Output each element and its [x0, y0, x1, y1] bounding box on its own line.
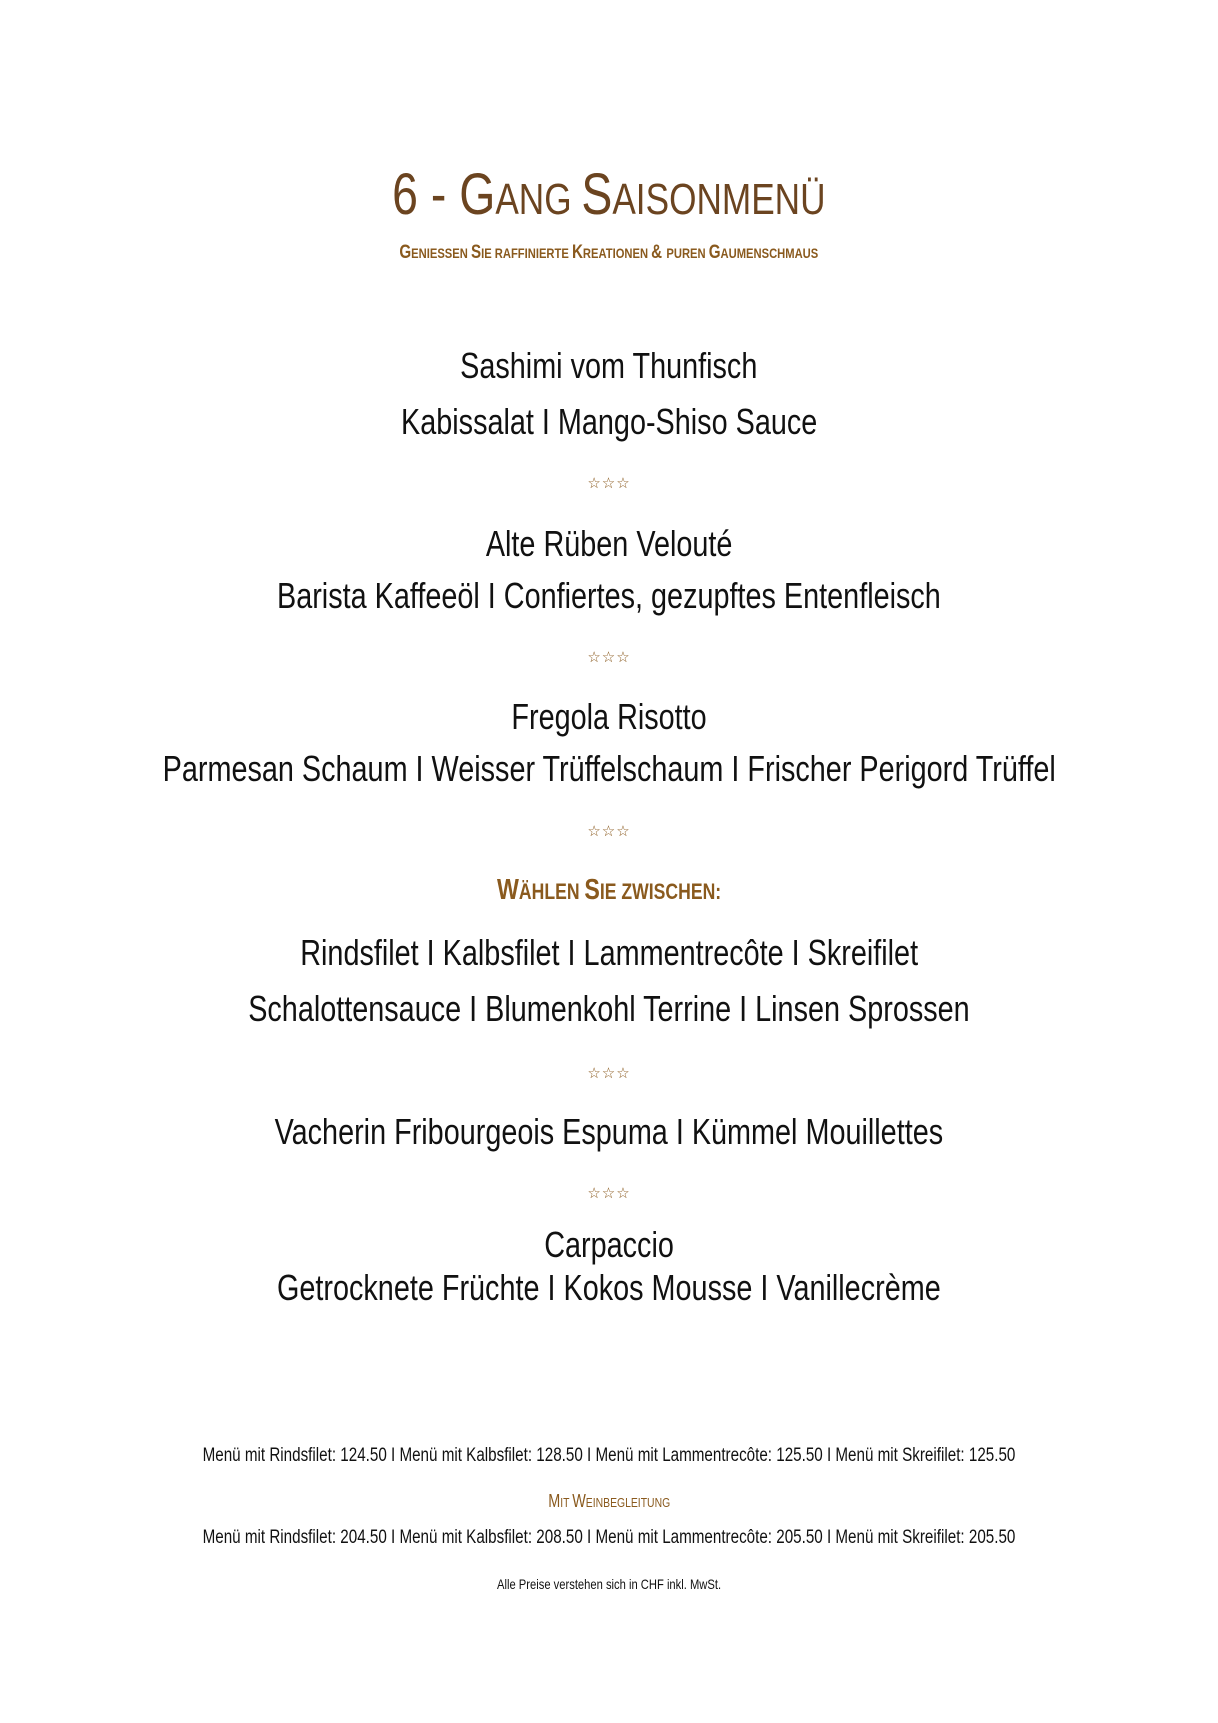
choice-heading-part: IE ZWISCHEN:: [599, 879, 722, 904]
course-1-title: [0, 342, 1218, 390]
stars-icon: ☆☆☆: [587, 1065, 631, 1082]
menu-subtitle: [0, 240, 1218, 266]
title-rest-ang: ANG: [495, 175, 582, 224]
subtitle-part: &: [651, 242, 667, 263]
stars-divider: [0, 648, 1218, 668]
title-rest-aison: AISONMENÜ: [612, 175, 826, 224]
subtitle-part: G: [708, 242, 721, 263]
title-prefix: 6 -: [392, 162, 460, 227]
course-5-title: [0, 1108, 1218, 1156]
wine-price-line: [0, 1525, 1218, 1551]
course-4-details-text: Schalottensauce I Blumenkohl Terrine I Linsen Sprossen: [248, 988, 970, 1029]
stars-divider: [0, 474, 1218, 494]
course-2-title-text: Alte Rüben Velouté: [485, 523, 733, 564]
wine-heading-part: EINBEGLEITUNG: [585, 1495, 670, 1510]
course-6-details: [0, 1264, 1218, 1312]
wine-heading-part: M: [548, 1491, 561, 1511]
stars-divider: [0, 1184, 1218, 1204]
choice-heading-part: S: [584, 874, 600, 906]
subtitle-part: S: [471, 242, 482, 263]
stars-icon: ☆☆☆: [587, 649, 631, 666]
stars-icon: ☆☆☆: [587, 823, 631, 840]
choice-heading-part: ÄHLEN: [518, 879, 585, 904]
wine-price-line-text: Menü mit Rindsfilet: 204.50 I Menü mit Kalbsfilet: 208.50 I Menü mit Lammentrecôte: 205.50 I Menü mit Skreifilet: 205.50: [202, 1527, 1016, 1548]
price-line: [0, 1443, 1218, 1469]
choice-heading: [0, 872, 1218, 910]
course-2-details-text: Barista Kaffeeöl I Confiertes, gezupftes Entenfleisch: [277, 575, 941, 616]
course-6-title-text: Carpaccio: [544, 1224, 674, 1265]
subtitle-part: ENIESSEN: [411, 245, 472, 261]
course-6-title: [0, 1221, 1218, 1269]
stars-icon: ☆☆☆: [587, 1185, 631, 1202]
subtitle-part: PUREN: [666, 245, 709, 261]
course-6-details-text: Getrocknete Früchte I Kokos Mousse I Vanillecrème: [277, 1267, 941, 1308]
stars-icon: ☆☆☆: [587, 475, 631, 492]
stars-divider: [0, 1064, 1218, 1084]
course-2-title: [0, 520, 1218, 568]
course-4-options-text: Rindsfilet I Kalbsfilet I Lammentrecôte I Skreifilet: [300, 932, 918, 973]
course-1-details: [0, 398, 1218, 446]
course-1-details-text: Kabissalat I Mango-Shiso Sauce: [400, 401, 818, 442]
price-note-text: Alle Preise verstehen sich in CHF inkl. MwSt.: [496, 1576, 722, 1592]
choice-heading-part: W: [496, 874, 519, 906]
course-1-title-text: Sashimi vom Thunfisch: [460, 345, 758, 386]
course-3-title-text: Fregola Risotto: [511, 696, 707, 737]
subtitle-part: K: [572, 242, 584, 263]
course-4-options: [0, 929, 1218, 977]
subtitle-part: REATIONEN: [583, 245, 652, 261]
wine-heading-part: W: [571, 1491, 586, 1511]
wine-heading-part: IT: [560, 1495, 572, 1510]
price-note: [0, 1574, 1218, 1594]
course-3-details: [0, 745, 1218, 793]
title-initial-g: G: [459, 162, 496, 227]
course-3-title: [0, 693, 1218, 741]
price-line-text: Menü mit Rindsfilet: 124.50 I Menü mit Kalbsfilet: 128.50 I Menü mit Lammentrecôte: 125.50 I Menü mit Skreifilet: 125.50: [202, 1445, 1016, 1466]
title-initial-s: S: [581, 162, 613, 227]
stars-divider: [0, 822, 1218, 842]
wine-pairing-heading: [0, 1489, 1218, 1515]
subtitle-part: AUMENSCHMAUS: [720, 245, 819, 261]
course-2-details: [0, 572, 1218, 620]
course-3-details-text: Parmesan Schaum I Weisser Trüffelschaum I Frischer Perigord Trüffel: [162, 748, 1056, 789]
subtitle-part: G: [399, 242, 412, 263]
course-4-details: [0, 985, 1218, 1033]
subtitle-part: IE RAFFINIERTE: [481, 245, 573, 261]
menu-title: [0, 160, 1218, 235]
course-5-title-text: Vacherin Fribourgeois Espuma I Kümmel Mouillettes: [274, 1111, 944, 1152]
